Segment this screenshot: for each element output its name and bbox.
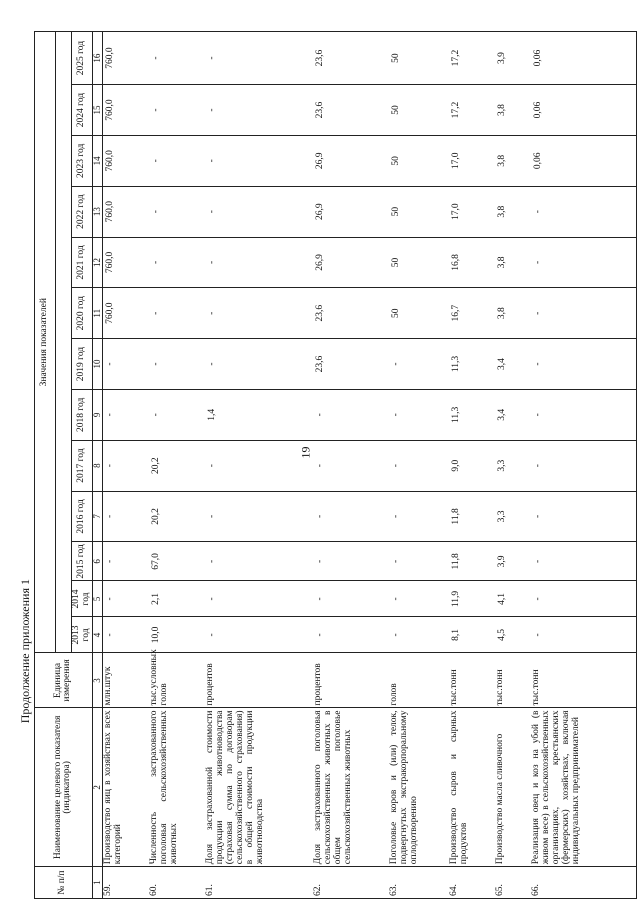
- value-cell: 11,8: [449, 542, 495, 581]
- value-cell: 0,06: [531, 135, 637, 186]
- indicators-table: [34, 31, 637, 899]
- value-cell: 3,3: [495, 491, 531, 542]
- header-colnum: 8: [92, 440, 102, 491]
- header-year-2020: 2020 год: [72, 288, 93, 339]
- header-year-2024: 2024 год: [72, 85, 93, 136]
- value-cell: -: [103, 389, 149, 440]
- value-cell: 26,9: [313, 186, 389, 237]
- header-colnum: 14: [92, 135, 102, 186]
- value-cell: 20,2: [149, 440, 205, 491]
- value-cell: -: [149, 186, 205, 237]
- table-body: [103, 32, 637, 899]
- header-colnum: 7: [92, 491, 102, 542]
- value-cell: 2,1: [149, 581, 205, 617]
- value-cell: -: [103, 339, 149, 390]
- table-row: [449, 32, 495, 899]
- indicator-name: Производство масла сливочного: [495, 708, 531, 867]
- indicator-name: Численность застрахованного поголовья сельскохозяйственных животных: [149, 708, 205, 867]
- value-cell: -: [205, 491, 313, 542]
- value-cell: 26,9: [313, 135, 389, 186]
- value-cell: -: [149, 288, 205, 339]
- indicator-name: Реализация овец и коз на убой (в живом весе) в сельскохозяйственных организациях, крестьянских (фермерских) хозяйствах, включая индивидуальных предпринимателей: [531, 708, 637, 867]
- value-cell: -: [103, 617, 149, 653]
- value-cell: -: [103, 581, 149, 617]
- value-cell: 50: [389, 237, 449, 288]
- value-cell: -: [149, 339, 205, 390]
- indicator-name: Производство сыров и сырных продуктов: [449, 708, 495, 867]
- value-cell: 760,0: [103, 237, 149, 288]
- value-cell: -: [531, 491, 637, 542]
- value-cell: 20,2: [149, 491, 205, 542]
- value-cell: 50: [389, 32, 449, 85]
- header-colnum: 12: [92, 237, 102, 288]
- value-cell: -: [531, 617, 637, 653]
- value-cell: 9,0: [449, 440, 495, 491]
- value-cell: 23,6: [313, 85, 389, 136]
- row-number: 61.: [205, 867, 313, 899]
- header-colnum: 4: [92, 617, 102, 653]
- header-year-2014: 2014 год: [72, 581, 93, 617]
- header-colnum: 13: [92, 186, 102, 237]
- row-number: 62.: [313, 867, 389, 899]
- table-row: [103, 32, 149, 899]
- value-cell: 23,6: [313, 288, 389, 339]
- value-cell: 3,3: [495, 440, 531, 491]
- header-year-2022: 2022 год: [72, 186, 93, 237]
- header-spacer: [56, 32, 72, 653]
- row-number: 65.: [495, 867, 531, 899]
- value-cell: -: [531, 288, 637, 339]
- value-cell: 16,7: [449, 288, 495, 339]
- value-cell: 8,1: [449, 617, 495, 653]
- value-cell: -: [389, 542, 449, 581]
- header-values-group: Значения показателей: [35, 32, 56, 653]
- header-year-2015: 2015 год: [72, 542, 93, 581]
- value-cell: -: [531, 339, 637, 390]
- value-cell: 760,0: [103, 85, 149, 136]
- value-cell: -: [205, 135, 313, 186]
- value-cell: -: [205, 617, 313, 653]
- value-cell: 23,6: [313, 32, 389, 85]
- value-cell: -: [389, 389, 449, 440]
- value-cell: 26,9: [313, 237, 389, 288]
- value-cell: 3,4: [495, 389, 531, 440]
- value-cell: -: [205, 85, 313, 136]
- value-cell: 1,4: [205, 389, 313, 440]
- row-number: 64.: [449, 867, 495, 899]
- value-cell: 3,9: [495, 542, 531, 581]
- value-cell: -: [205, 32, 313, 85]
- header-colnum-row: [92, 32, 102, 899]
- value-cell: -: [313, 389, 389, 440]
- header-colnum: 9: [92, 389, 102, 440]
- value-cell: -: [205, 542, 313, 581]
- value-cell: -: [389, 617, 449, 653]
- value-cell: -: [389, 581, 449, 617]
- value-cell: 50: [389, 186, 449, 237]
- page-number: 19: [298, 446, 313, 459]
- value-cell: 17,2: [449, 85, 495, 136]
- header-colnum: 16: [92, 32, 102, 85]
- indicator-name: Поголовье коров и (или) телок, подвергнутых экстракорпоральному оплодотворению: [389, 708, 449, 867]
- value-cell: -: [531, 186, 637, 237]
- value-cell: 50: [389, 288, 449, 339]
- value-cell: -: [205, 288, 313, 339]
- header-colnum: 11: [92, 288, 102, 339]
- value-cell: -: [149, 32, 205, 85]
- value-cell: 17,0: [449, 186, 495, 237]
- value-cell: -: [531, 237, 637, 288]
- value-cell: 3,8: [495, 135, 531, 186]
- indicator-name: Доля застрахованного поголовья сельскохозяйственных животных в общем поголовье сельскохозяйственных животных: [313, 708, 389, 867]
- table-row: [205, 32, 313, 899]
- value-cell: -: [149, 135, 205, 186]
- value-cell: -: [313, 440, 389, 491]
- value-cell: -: [149, 237, 205, 288]
- value-cell: -: [313, 617, 389, 653]
- value-cell: -: [389, 440, 449, 491]
- value-cell: 760,0: [103, 288, 149, 339]
- row-number: 59.: [103, 867, 149, 899]
- value-cell: 11,3: [449, 339, 495, 390]
- header-colnum: 2: [92, 708, 102, 867]
- header-year-2016: 2016 год: [72, 491, 93, 542]
- value-cell: 23,6: [313, 339, 389, 390]
- value-cell: -: [103, 542, 149, 581]
- value-cell: 16,8: [449, 237, 495, 288]
- header-colnum: 5: [92, 581, 102, 617]
- value-cell: -: [313, 491, 389, 542]
- value-cell: -: [205, 339, 313, 390]
- value-cell: 67,0: [149, 542, 205, 581]
- table-row: [389, 32, 449, 899]
- header-year-2021: 2021 год: [72, 237, 93, 288]
- header-year-2023: 2023 год: [72, 135, 93, 186]
- value-cell: 3,8: [495, 288, 531, 339]
- value-cell: -: [205, 440, 313, 491]
- header-year-2017: 2017 год: [72, 440, 93, 491]
- value-cell: -: [313, 542, 389, 581]
- indicator-name: Доля застрахованной стоимости продукции животноводства (страховая сумма по договорам сельскохозяйственного страхования) в общей стоимости продукции животноводства: [205, 708, 313, 867]
- value-cell: 760,0: [103, 135, 149, 186]
- value-cell: -: [531, 440, 637, 491]
- value-cell: 17,0: [449, 135, 495, 186]
- unit-cell: голов: [389, 653, 449, 708]
- unit-cell: тыс.условных голов: [149, 653, 205, 708]
- value-cell: -: [103, 440, 149, 491]
- value-cell: -: [205, 237, 313, 288]
- unit-cell: тыс.тонн: [495, 653, 531, 708]
- header-year-2013: 2013 год: [72, 617, 93, 653]
- value-cell: 50: [389, 135, 449, 186]
- value-cell: 11,9: [449, 581, 495, 617]
- unit-cell: млн.штук: [103, 653, 149, 708]
- table-row: [149, 32, 205, 899]
- value-cell: -: [531, 542, 637, 581]
- unit-cell: процентов: [205, 653, 313, 708]
- indicator-name: Производство яиц в хозяйствах всех категорий: [103, 708, 149, 867]
- value-cell: -: [389, 339, 449, 390]
- value-cell: 760,0: [103, 186, 149, 237]
- header-year-2025: 2025 год: [72, 32, 93, 85]
- row-number: 66.: [531, 867, 637, 899]
- continuation-caption: Продолжение приложения 1: [18, 579, 32, 724]
- value-cell: -: [531, 581, 637, 617]
- value-cell: 3,9: [495, 32, 531, 85]
- header-name: Наименование целевого показателя (индикатора): [35, 708, 93, 867]
- header-year-2018: 2018 год: [72, 389, 93, 440]
- value-cell: 10,0: [149, 617, 205, 653]
- unit-cell: процентов: [313, 653, 389, 708]
- value-cell: -: [103, 491, 149, 542]
- header-colnum: 15: [92, 85, 102, 136]
- value-cell: -: [389, 491, 449, 542]
- value-cell: -: [149, 389, 205, 440]
- header-colnum: 1: [92, 867, 102, 899]
- header-colnum: 3: [92, 653, 102, 708]
- value-cell: 3,8: [495, 237, 531, 288]
- value-cell: -: [531, 389, 637, 440]
- value-cell: 0,06: [531, 85, 637, 136]
- row-number: 60.: [149, 867, 205, 899]
- table-row: [531, 32, 637, 899]
- header-colnum: 10: [92, 339, 102, 390]
- header-year-2019: 2019 год: [72, 339, 93, 390]
- value-cell: 50: [389, 85, 449, 136]
- unit-cell: тыс.тонн: [531, 653, 637, 708]
- value-cell: -: [313, 581, 389, 617]
- value-cell: 760,0: [103, 32, 149, 85]
- value-cell: 0,06: [531, 32, 637, 85]
- value-cell: 11,8: [449, 491, 495, 542]
- table-row: [495, 32, 531, 899]
- row-number: 63.: [389, 867, 449, 899]
- value-cell: 4,1: [495, 581, 531, 617]
- value-cell: 17,2: [449, 32, 495, 85]
- header-unit: Единица измерения: [35, 653, 93, 708]
- header-num: № п/п: [35, 867, 93, 899]
- value-cell: 3,4: [495, 339, 531, 390]
- value-cell: -: [205, 581, 313, 617]
- value-cell: -: [149, 85, 205, 136]
- value-cell: 3,8: [495, 186, 531, 237]
- unit-cell: тыс.тонн: [449, 653, 495, 708]
- value-cell: 11,3: [449, 389, 495, 440]
- value-cell: -: [205, 186, 313, 237]
- header-colnum: 6: [92, 542, 102, 581]
- value-cell: 4,5: [495, 617, 531, 653]
- value-cell: 3,8: [495, 85, 531, 136]
- table-row: [313, 32, 389, 899]
